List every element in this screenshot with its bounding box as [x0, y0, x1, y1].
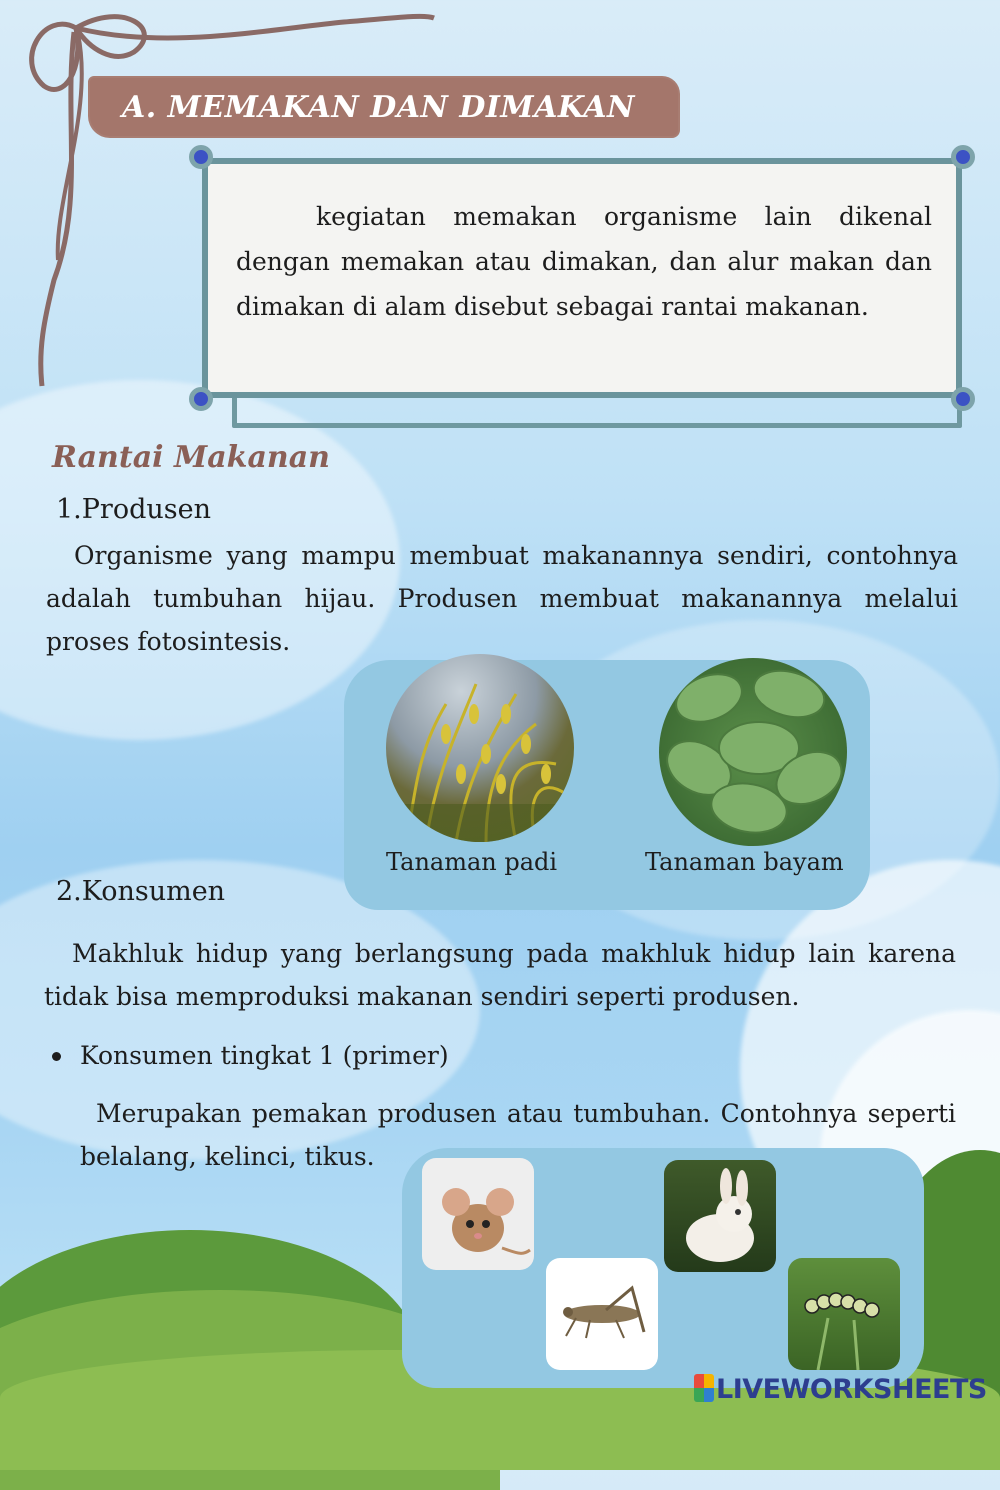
corner-dot-icon — [951, 145, 975, 169]
konsumen-label: Konsumen — [81, 876, 226, 907]
section-heading: Rantai Makanan — [52, 440, 330, 475]
konsumen-number: 2. — [56, 876, 82, 907]
liveworksheets-badge-icon — [694, 1374, 714, 1402]
grasshopper-photo — [546, 1258, 658, 1370]
konsumen-heading — [56, 876, 225, 907]
spinach-caption: Tanaman bayam — [645, 848, 844, 876]
liveworksheets-text: LIVEWORKSHEETS — [716, 1374, 987, 1405]
corner-dot-icon — [189, 145, 213, 169]
intro-text: kegiatan memakan organisme lain dikenal dengan memakan atau dimakan, dan alur makan dan dimakan di alam disebut sebagai rantai makanan. — [236, 202, 932, 321]
spinach-plant-photo — [659, 658, 847, 846]
corner-dot-icon — [951, 387, 975, 411]
liveworksheets-logo — [694, 1374, 987, 1406]
produsen-description: Organisme yang mampu membuat makanannya sendiri, contohnya adalah tumbuhan hijau. Produsen membuat makanannya melalui proses fotosintesis. — [46, 541, 958, 656]
konsumen-primer-label: Konsumen tingkat 1 (primer) — [80, 1041, 449, 1070]
rice-caption: Tanaman padi — [386, 848, 558, 876]
konsumen-primer-description: Merupakan pemakan produsen atau tumbuhan. Contohnya seperti belalang, kelinci, tikus. — [80, 1099, 956, 1171]
produsen-label: Produsen — [81, 494, 211, 525]
mouse-photo — [422, 1158, 534, 1270]
produsen-heading — [56, 494, 211, 525]
caterpillar-photo — [788, 1258, 900, 1370]
page-title: A. MEMAKAN DAN DIMAKAN — [122, 90, 635, 125]
corner-dot-icon — [189, 387, 213, 411]
bullet-icon — [52, 1052, 61, 1061]
konsumen-description: Makhluk hidup yang berlangsung pada makhluk hidup lain karena tidak bisa memproduksi makanan sendiri seperti produsen. — [44, 939, 956, 1011]
rice-plant-photo — [386, 654, 574, 842]
produsen-number: 1. — [56, 494, 82, 525]
rabbit-photo — [664, 1160, 776, 1272]
